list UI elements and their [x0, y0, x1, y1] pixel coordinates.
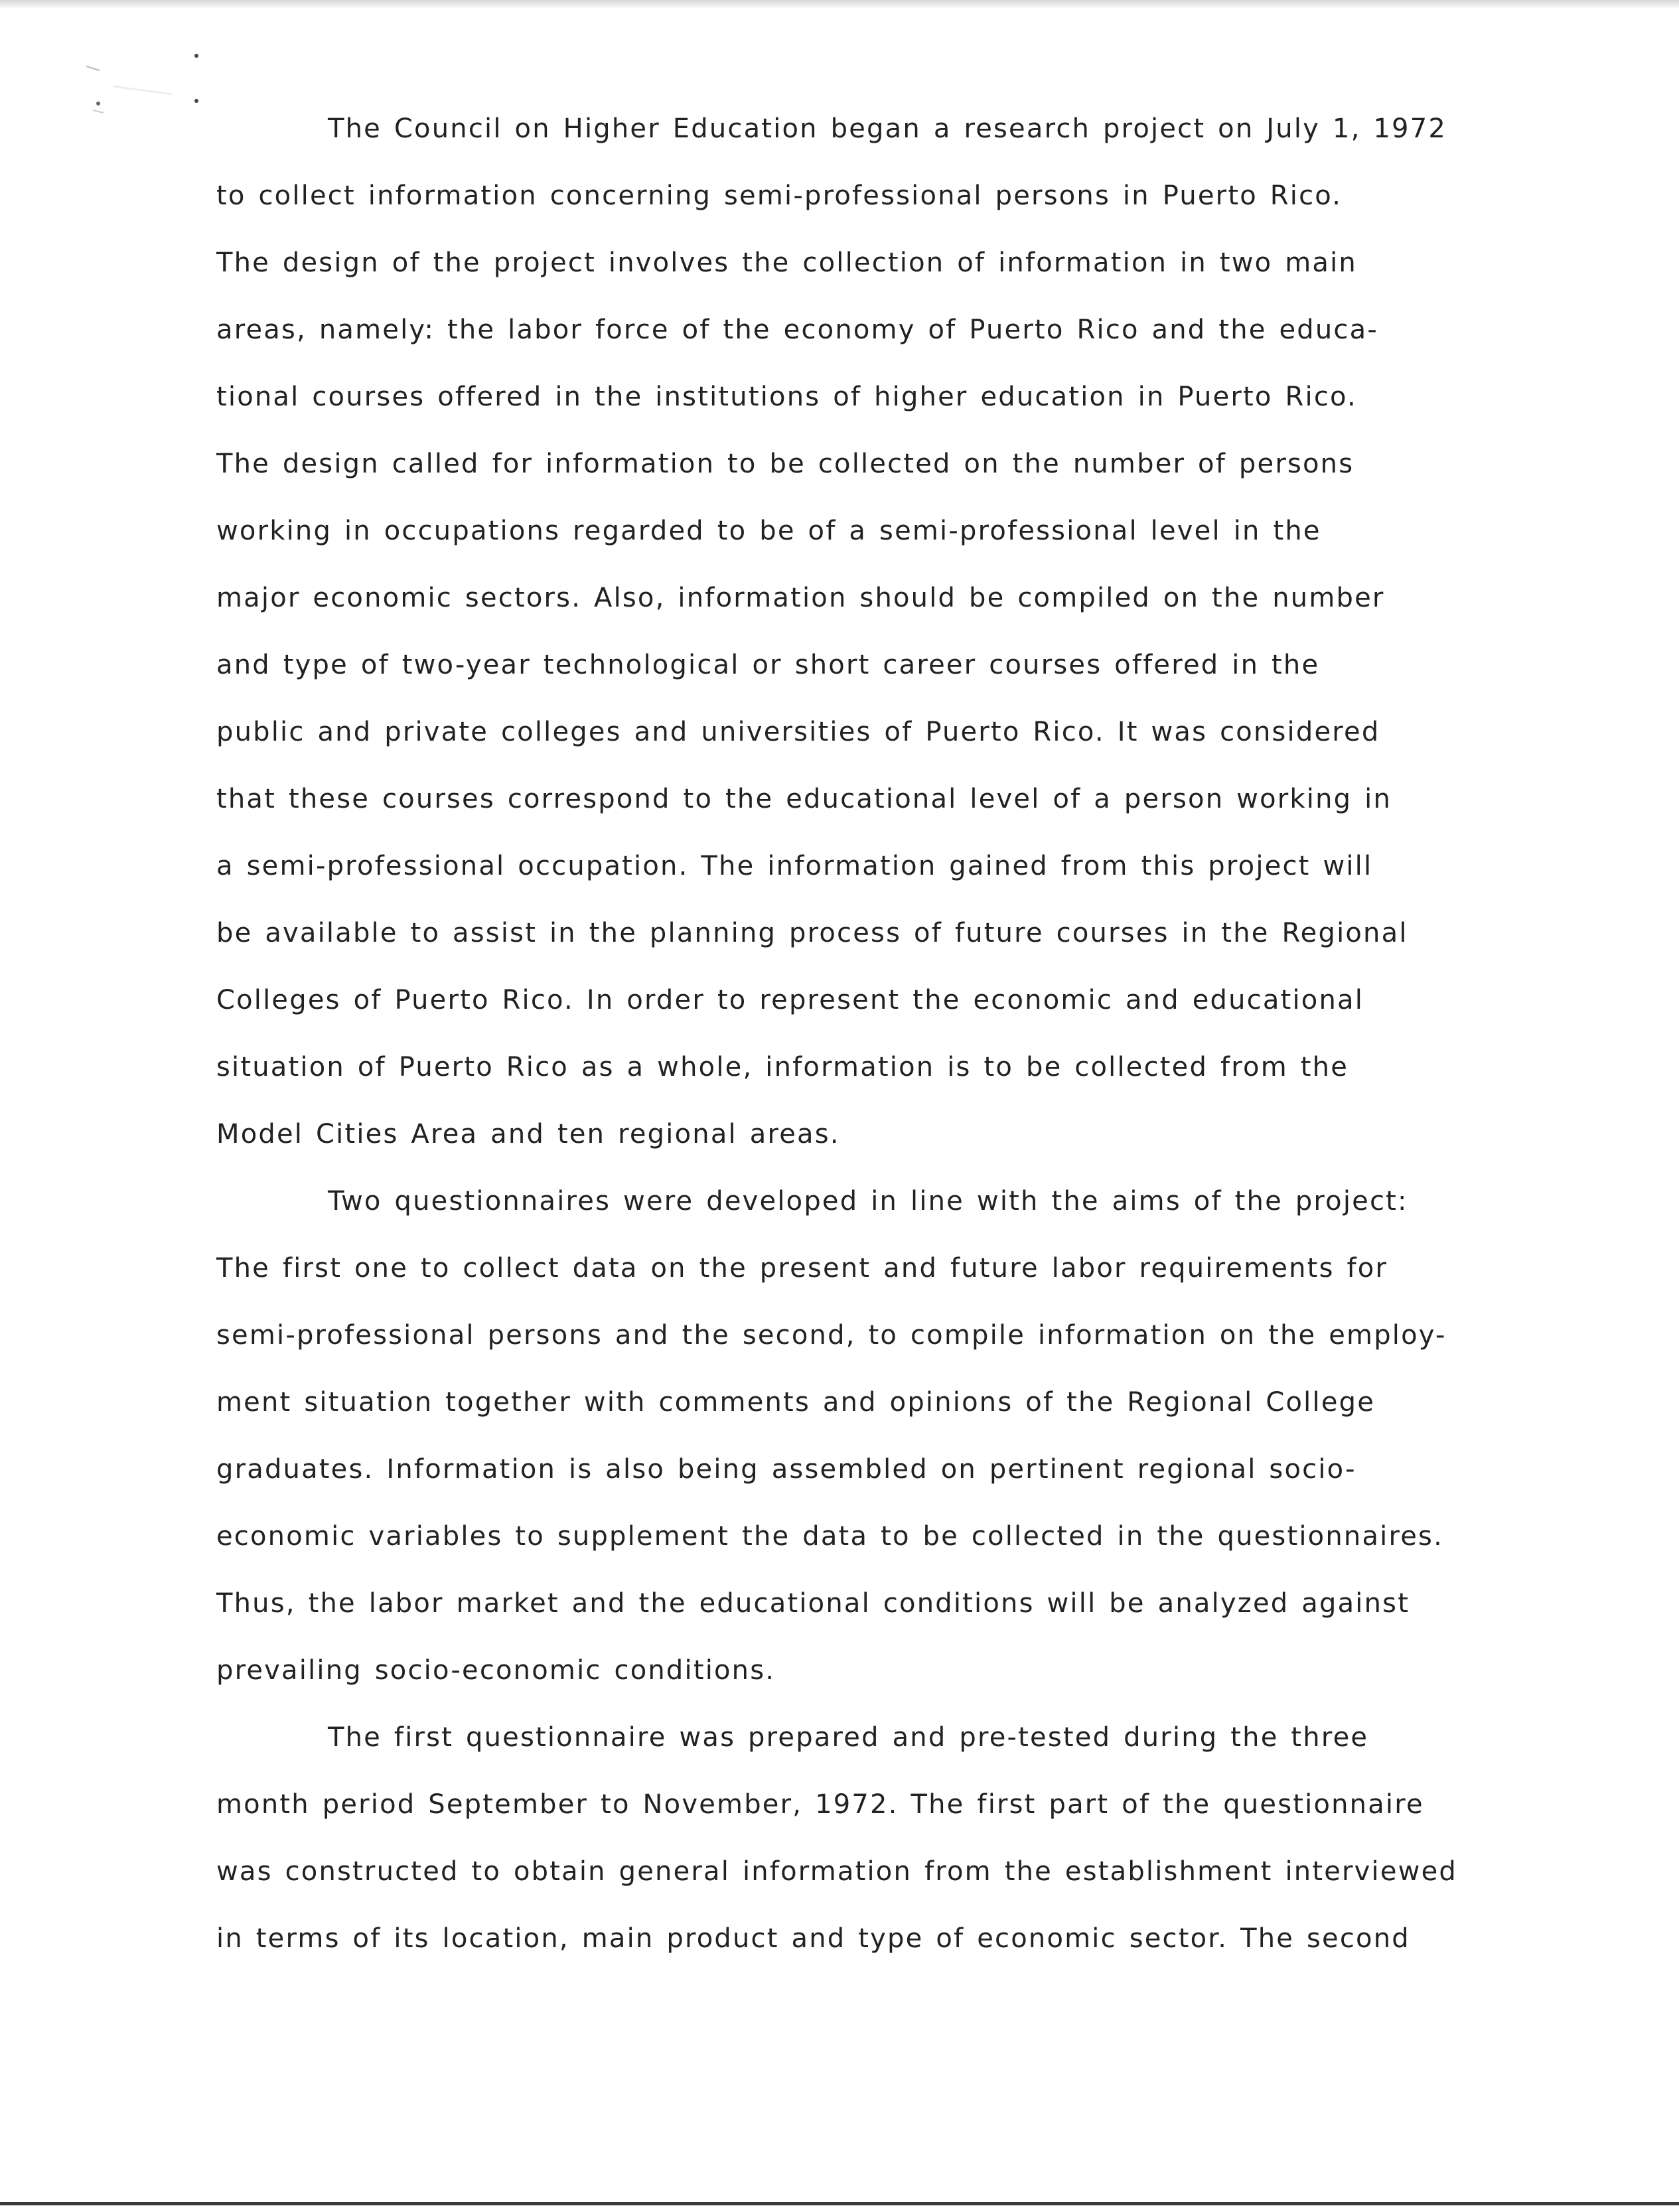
text-line: was constructed to obtain general information from the establishment interviewed: [216, 1856, 1457, 1887]
text-line: Model Cities Area and ten regional areas.: [216, 1119, 840, 1149]
text-line: The design of the project involves the collection of information in two main: [216, 248, 1357, 278]
text-line: semi-professional persons and the second, to compile information on the employ-: [216, 1320, 1447, 1351]
text-line: ment situation together with comments and opinions of the Regional College: [216, 1387, 1376, 1418]
text-line: Two questionnaires were developed in line with the aims of the project:: [328, 1186, 1408, 1217]
document-body: [216, 106, 1550, 1983]
text-line: Thus, the labor market and the educational conditions will be analyzed against: [216, 1588, 1410, 1619]
text-line: in terms of its location, main product and type of economic sector. The second: [216, 1923, 1410, 1954]
text-line: major economic sectors. Also, information should be compiled on the number: [216, 583, 1385, 613]
text-line: tional courses offered in the institutions of higher education in Puerto Rico.: [216, 382, 1357, 412]
text-line: The first questionnaire was prepared and pre-tested during the three: [328, 1722, 1369, 1753]
text-line: economic variables to supplement the data to be collected in the questionnaires.: [216, 1521, 1444, 1552]
text-line: month period September to November, 1972. The first part of the questionnaire: [216, 1789, 1424, 1820]
text-line: The design called for information to be collected on the number of persons: [216, 449, 1354, 479]
text-line: that these courses correspond to the educational level of a person working in: [216, 784, 1392, 814]
text-line: graduates. Information is also being assembled on pertinent regional socio-: [216, 1454, 1356, 1485]
scan-bottom-edge: [0, 2202, 1679, 2205]
text-line: working in occupations regarded to be of a semi-professional level in the: [216, 516, 1321, 546]
text-line: and type of two-year technological or short career courses offered in the: [216, 650, 1320, 680]
text-line: The Council on Higher Education began a research project on July 1, 1972: [328, 113, 1447, 144]
text-line: prevailing socio-economic conditions.: [216, 1655, 776, 1686]
text-line: a semi-professional occupation. The information gained from this project will: [216, 851, 1373, 881]
text-line: situation of Puerto Rico as a whole, information is to be collected from the: [216, 1052, 1349, 1082]
text-line: The first one to collect data on the present and future labor requirements for: [216, 1253, 1388, 1284]
text-line: areas, namely: the labor force of the economy of Puerto Rico and the educa-: [216, 315, 1378, 345]
text-line: to collect information concerning semi-professional persons in Puerto Rico.: [216, 181, 1343, 211]
margin-scan-marks: [73, 46, 219, 139]
scan-top-edge: [0, 0, 1679, 9]
text-line: Colleges of Puerto Rico. In order to represent the economic and educational: [216, 985, 1364, 1015]
text-line: be available to assist in the planning process of future courses in the Regional: [216, 918, 1408, 948]
text-line: public and private colleges and universities of Puerto Rico. It was considered: [216, 717, 1380, 747]
